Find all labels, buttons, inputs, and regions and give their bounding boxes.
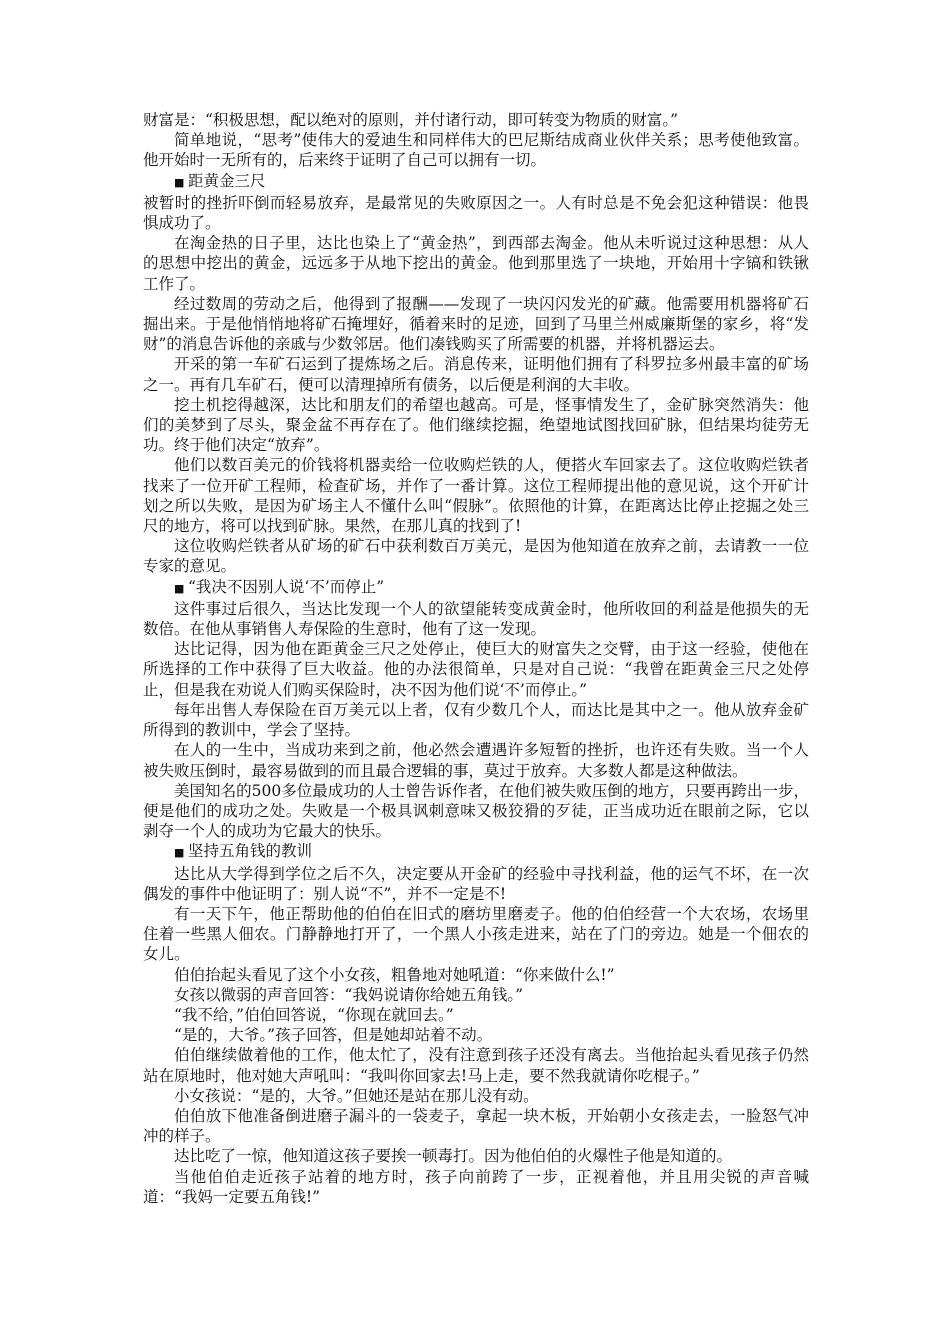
square-bullet-icon: ■ <box>174 581 185 595</box>
paragraph: 女孩以微弱的声音回答：“我妈说请你给她五角钱。” <box>174 985 524 1004</box>
paragraph: 开采的第一车矿石运到了提炼场之后。消息传来，证明他们拥有了科罗拉多州最丰富的矿场之一。再有几车矿石，便可以清理掉所有债务，以后便是利润的大丰收。 <box>143 355 809 394</box>
paragraph: 小女孩说：“是的，大爷。”但她还是站在那儿没有动。 <box>174 1086 539 1105</box>
paragraph: “我不给，”伯伯回答说，“你现在就回去。” <box>174 1005 454 1024</box>
document-page <box>143 110 809 1207</box>
paragraph: 有一天下午，他正帮助他的伯伯在旧式的磨坊里磨麦子。他的伯伯经营一个大农场，农场里住着一些黑人佃农。门静静地打开了，一个黑人小孩走进来，站在了门的旁边。她是一个佃农的女儿。 <box>143 904 809 964</box>
paragraph: 他们以数百美元的价钱将机器卖给一位收购烂铁的人，便搭火车回家去了。这位收购烂铁者找来了一位开矿工程师，检查矿场，并作了一番计算。这位工程师提出他的意见说，这个开矿计划之所以失败，是因为矿场主人不懂什么叫“假脉”。依照他的计算，在距离达比停止挖掘之处三尺的地方，将可以找到矿脉。果然，在那儿真的找到了! <box>143 456 809 536</box>
paragraph: 简单地说，“思考”使伟大的爱迪生和同样伟大的巴尼斯结成商业伙伴关系；思考使他致富。他开始时一无所有的，后来终于证明了自己可以拥有一切。 <box>143 131 809 170</box>
paragraph: 被暂时的挫折吓倒而轻易放弃，是最常见的失败原因之一。人有时总是不免会犯这种错误：他畏惧成功了。 <box>143 193 809 233</box>
paragraph: 伯伯抬起头看见了这个小女孩，粗鲁地对她吼道：“你来做什么!” <box>174 965 615 984</box>
square-bullet-icon: ■ <box>174 175 185 189</box>
paragraph: 伯伯继续做着他的工作，他太忙了，没有注意到孩子还没有离去。当他抬起头看见孩子仍然站在原地时，他对她大声吼叫：“我叫你回家去!马上走，要不然我就请你吃棍子。” <box>143 1046 809 1085</box>
paragraph: 每年出售人寿保险在百万美元以上者，仅有少数几个人，而达比是其中之一。他从放弃金矿所得到的教训中，学会了坚持。 <box>143 700 809 740</box>
paragraph: “是的，大爷。”孩子回答，但是她却站着不动。 <box>174 1026 493 1045</box>
paragraph: 在淘金热的日子里，达比也染上了“黄金热”，到西部去淘金。他从未听说过这种思想：从人的思想中挖出的黄金，远远多于从地下挖出的黄金。他到那里选了一块地，开始用十字镐和铁锹工作了。 <box>143 234 809 293</box>
paragraph: 达比吃了一惊，他知道这孩子要挨一顿毒打。因为他伯伯的火爆性子他是知道的。 <box>174 1147 733 1166</box>
section-heading-text: 坚持五角钱的教训 <box>188 842 313 861</box>
section-heading-text: “我决不因别人说‘不’而停止” <box>188 577 385 596</box>
paragraph: 伯伯放下他准备倒进磨子漏斗的一袋麦子，拿起一块木板，开始朝小女孩走去，一脸怒气冲冲的样子。 <box>143 1106 809 1146</box>
paragraph: 经过数周的劳动之后，他得到了报酬——发现了一块闪闪发光的矿藏。他需要用机器将矿石掘出来。于是他悄悄地将矿石掩埋好，循着来时的足迹，回到了马里兰州威廉斯堡的家乡，将“发财”的消息告诉他的亲戚与少数邻居。他们凑钱购买了所需要的机器，并将机器运去。 <box>143 294 809 354</box>
paragraph: 达比从大学得到学位之后不久，决定要从开金矿的经验中寻找利益，他的运气不坏，在一次偶发的事件中他证明了：别人说“不”，并不一定是不! <box>143 864 809 903</box>
paragraph: 这位收购烂铁者从矿场的矿石中获利数百万美元，是因为他知道在放弃之前，去请教一一位专家的意见。 <box>143 537 809 576</box>
paragraph: 挖土机挖得越深，达比和朋友们的希望也越高。可是，怪事情发生了，金矿脉突然消失：他们的美梦到了尽头，聚金盆不再存在了。他们继续挖掘，绝望地试图找回矿脉，但结果均徒劳无功。终于他们决定“放弃”。 <box>143 395 809 455</box>
square-bullet-icon: ■ <box>174 846 185 860</box>
paragraph: 当他伯伯走近孩子站着的地方时，孩子向前跨了一步，正视着他，并且用尖锐的声音喊道：“我妈一定要五角钱!” <box>143 1167 809 1206</box>
paragraph: 美国知名的500多位最成功的人士曾告诉作者，在他们被失败压倒的地方，只要再跨出一步，便是他们的成功之处。失败是一个极具讽刺意味又极狡猾的歹徒，正当成功近在眼前之际，它以剥夺一个人的成功为它最大的快乐。 <box>143 781 809 841</box>
paragraph: 达比记得，因为他在距黄金三尺之处停止，使巨大的财富失之交臂，由于这一经验，使他在所选择的工作中获得了巨大收益。他的办法很简单，只是对自己说：“我曾在距黄金三尺之处停止，但是我在劝说人们购买保险时，决不因为他们说‘不’而停止。” <box>143 640 809 699</box>
paragraph: 财富是：“积极思想，配以绝对的原则，并付诸行动，即可转变为物质的财富。” <box>143 111 679 129</box>
section-heading-text: 距黄金三尺 <box>188 171 266 190</box>
section-heading <box>143 841 809 863</box>
section-heading <box>143 171 809 193</box>
paragraph: 在人的一生中，当成功来到之前，他必然会遭遇许多短暂的挫折，也许还有失败。当一个人被失败压倒时，最容易做到的而且最合逻辑的事，莫过于放弃。大多数人都是这种做法。 <box>143 741 809 780</box>
section-heading <box>143 577 809 599</box>
paragraph: 这件事过后很久，当达比发现一个人的欲望能转变成黄金时，他所收回的利益是他损失的无数倍。在他从事销售人寿保险的生意时，他有了这一发现。 <box>143 599 809 639</box>
